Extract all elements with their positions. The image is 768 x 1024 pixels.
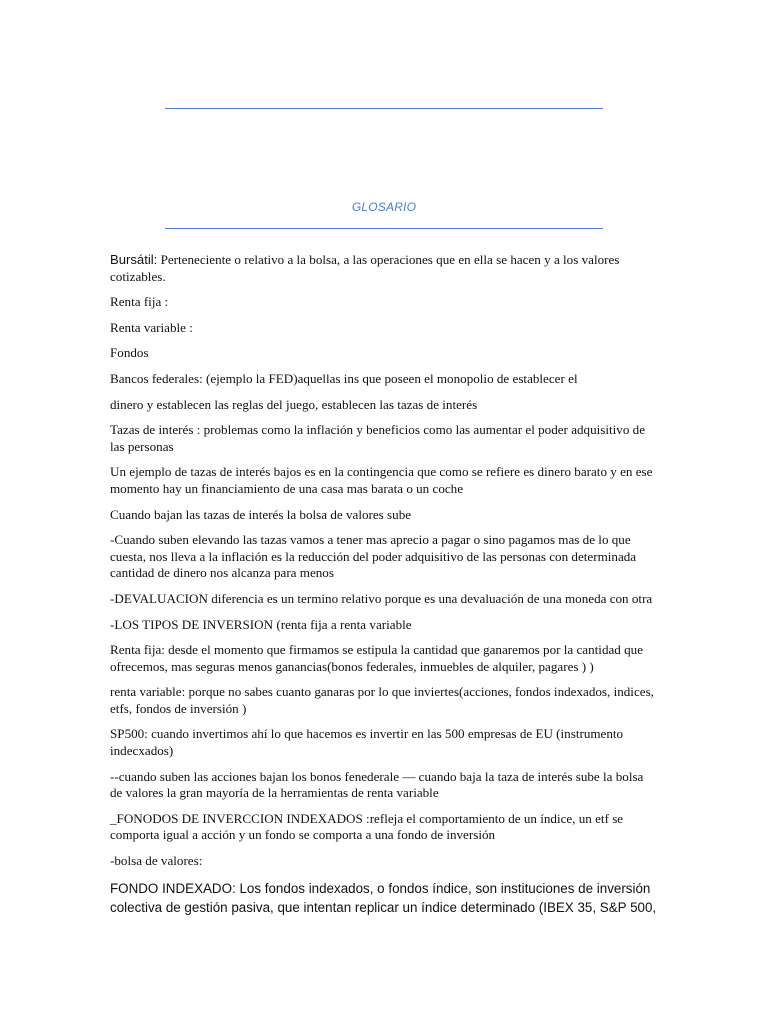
paragraph: --cuando suben las acciones bajan los bonos fenederale — cuando baja la taza de interés sube la bolsa de valores la gran mayoría de la herramientas de renta variable	[110, 768, 644, 801]
term-label: Bursátil:	[110, 252, 158, 267]
header-rule-bottom	[165, 228, 603, 229]
paragraph: renta variable: porque no sabes cuanto ganaras por lo que inviertes(acciones, fondos indexados, indices, etfs, fondos de inversión )	[110, 684, 654, 716]
paragraph: Cuando bajan las tazas de interés la bolsa de valores sube	[110, 506, 412, 522]
paragraph: dinero y establecen las reglas del juego, establecen las tazas de interés	[110, 396, 478, 412]
paragraph-bursatil	[110, 252, 658, 285]
paragraph-fondo-indexado: FONDO INDEXADO: Los fondos indexados, o fondos índice, son instituciones de inversión colectiva de gestión pasiva, que intentan replicar un índice determinado (IBEX 35, S&P 500,	[110, 880, 657, 915]
paragraph: -DEVALUACION diferencia es un termino relativo porque es una devaluación de una moneda con otra	[110, 590, 653, 606]
page-title: GLOSARIO	[351, 200, 417, 214]
paragraph: Tazas de interés : problemas como la inflación y beneficios como las aumentar el poder adquisitivo de las personas	[110, 422, 646, 454]
paragraph: SP500: cuando invertimos ahí lo que hacemos es invertir en las 500 empresas de EU (instrumento indecxados)	[110, 726, 624, 759]
document-body	[110, 252, 658, 926]
paragraph: -bolsa de valores:	[110, 853, 203, 869]
paragraph: _FONODOS DE INVERCCION INDEXADOS :refleja el comportamiento de un índice, un etf se comporta igual a acción y un fondo se comporta a una fondo de inversión	[110, 810, 624, 843]
header-rule-top	[165, 108, 603, 109]
paragraph: Renta fija :	[110, 294, 169, 310]
term-definition: Perteneciente o relativo a la bolsa, a las operaciones que en ella se hacen y a los valores cotizables.	[110, 252, 620, 284]
paragraph: -Cuando suben elevando las tazas vamos a tener mas aprecio a pagar o sino pagamos mas de lo que cuesta, nos lleva a la inflación es la reducción del poder adquisitivo de las personas con determinada cantidad de dinero nos alcanza para menos	[110, 532, 637, 581]
paragraph: Un ejemplo de tazas de interés bajos es en la contingencia que como se refiere es dinero barato y en ese momento hay un financiamiento de una casa mas barata o un coche	[110, 464, 653, 496]
paragraph: -LOS TIPOS DE INVERSION (renta fija a renta variable	[110, 616, 412, 632]
paragraph: Renta variable :	[110, 319, 193, 335]
paragraph: Bancos federales: (ejemplo la FED)aquellas ins que poseen el monopolio de establecer el	[110, 370, 578, 386]
paragraph: Fondos	[110, 345, 149, 361]
paragraph: Renta fija: desde el momento que firmamos se estipula la cantidad que ganaremos por la cantidad que ofrecemos, mas seguras menos ganancias(bonos federales, inmuebles de alquiler, pagares ) )	[110, 642, 644, 674]
